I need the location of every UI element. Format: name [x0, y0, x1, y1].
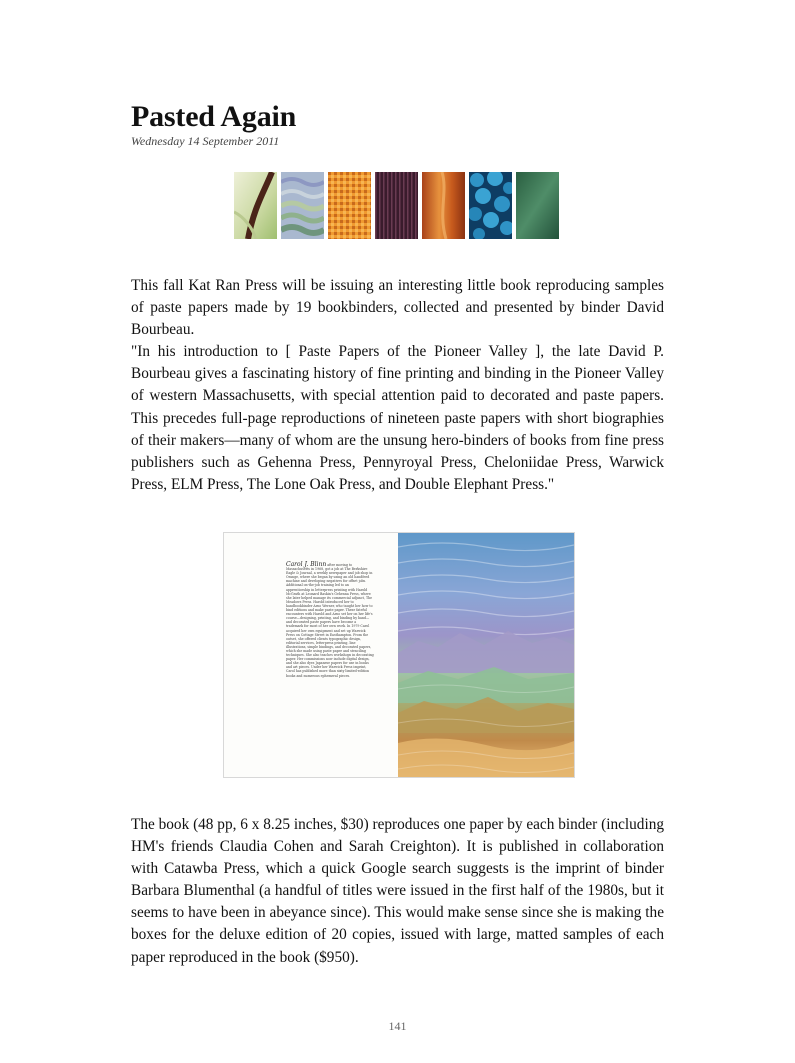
- quote-paragraph: "In his introduction to [ Paste Papers of the Pioneer Valley ], the late David P. Bourbeau gives a fascinating history of fine printing and binding in the Pioneer Valley of western Massachusetts, with special attention paid to decorated and paste papers. This precedes full-page reproductions of nineteen paste papers with short biographies of their makers—many of whom are the unsung hero-binders of books from fine press publishers such as Gehenna Press, Pennyroyal Press, Cheloniidae Press, Warwick Press, ELM Press, The Lone Oak Press, and Double Elephant Press.": [131, 343, 664, 493]
- swatch-blue-cells: [469, 172, 512, 239]
- swatch-dark-purple-stripe: [375, 172, 418, 239]
- swatch-dark-green: [516, 172, 559, 239]
- details-text: [131, 814, 664, 969]
- swatch-rust-orange: [422, 172, 465, 239]
- post-title: Pasted Again: [131, 100, 297, 133]
- paste-paper-strip: [234, 172, 559, 239]
- swatch-green-blue-waves: [281, 172, 324, 239]
- post-date: Wednesday 14 September 2011: [131, 134, 280, 148]
- spread-heading: Carol J. Blinn: [286, 561, 327, 568]
- book-spread-image: [223, 532, 575, 778]
- paste-paper-landscape: [398, 533, 574, 777]
- spread-text-page: [224, 533, 398, 777]
- page-number: 141: [388, 1019, 407, 1033]
- spread-body: after moving to Massachusetts in 1968, got a job at The Berkshire Eagle & Journal, a weekly newspaper and job shop in Orange, where she began by using an old handfeed machine and developing negatives for offset jobs. Additional on-the-job training led to an apprenticeship in letterpress printing with Harold McGrath at Leonard Baskin's Gehenna Press, where she later helped manage its commercial adjunct, The Meadows Press. Harold introduced her to handbookbinder Arno Werner, who taught her how to bind editions and make paste paper. These fateful encounters with Harold and Arno set her on her life's course—designing, printing, and binding by hand—and decorated paste papers have become a trademark for most of her own work. In 1979 Carol acquired her own equipment and set up Warwick Press on Cottage Street in Easthampton. From the outset, she offered clients typographic design, editorial services, letterpress printing, line illustrations, simple bindings, and decorated papers, which she made using paste paper and stenciling techniques. She also teaches workshops in decorating paper. Her commissions now include digital design, and she also dyes Japanese papers for use in books and art pieces. Under her Warwick Press imprint, Carol has published more than sixty limited-edition books and numerous ephemeral pieces.: [286, 563, 374, 678]
- swatch-orange-weave: [328, 172, 371, 239]
- intro-paragraph: This fall Kat Ran Press will be issuing an interesting little book reproducing samples of paste papers made by 19 bookbinders, collected and presented by binder David Bourbeau.: [131, 277, 664, 339]
- details-paragraph: The book (48 pp, 6 x 8.25 inches, $30) reproduces one paper by each binder (including HM's friends Claudia Cohen and Sarah Creighton). It is published in collaboration with Catawba Press, which a quick Google search suggests is the imprint of binder Barbara Blumenthal (a handful of titles were issued in the first half of the 1980s, but it seems to have been in abeyance since). This would make sense since she is making the boxes for the deluxe edition of 20 copies, issued with large, matted samples of each paper reproduced in the book ($950).: [131, 816, 664, 966]
- intro-text: [131, 275, 664, 496]
- swatch-white-brown-stroke: [234, 172, 277, 239]
- post-header: [131, 100, 664, 148]
